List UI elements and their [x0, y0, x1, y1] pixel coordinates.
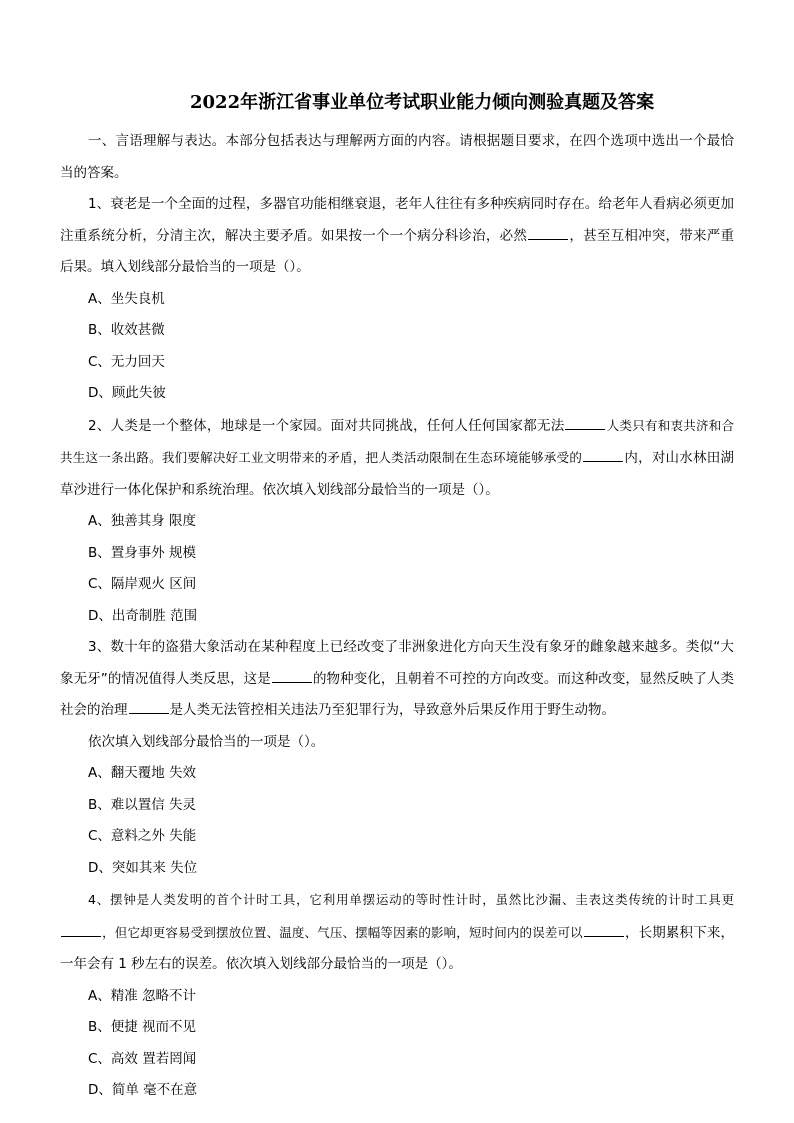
question-4-option-b: B、便捷 视而不见 [88, 1019, 197, 1035]
question-1-option-a: A、坐失良机 [88, 290, 165, 307]
question-3-option-a: A、翻天覆地 失效 [88, 765, 197, 781]
question-2-stem-part2: 人类只有和衷共济和合共生这一条出路。我们要解决好工业文明带来的矛盾，把人类活动限制在生态环境能够承受的 [60, 417, 734, 465]
question-2-option-a: A、独善其身 限度 [88, 513, 197, 529]
fill-blank [129, 699, 169, 714]
question-3-option-b: B、难以置信 失灵 [88, 796, 197, 813]
question-4-option-c: C、高效 置若罔闻 [88, 1050, 197, 1067]
question-2-stem-part3: 内，对山水林田湖草沙进行一体化保护和系统治理。依次填入划线部分最恰当的一项是（）。 [60, 450, 734, 498]
question-2-option-b: B、置身事外 规模 [88, 544, 197, 561]
question-4-option-d: D、简单 毫不在意 [88, 1082, 198, 1098]
question-3-stem [60, 632, 734, 727]
question-3-option-c: C、意料之外 失能 [88, 828, 197, 844]
question-1-stem-part2: ，甚至互相冲突，带来严重后果。填入划线部分最恰当的一项是（）。 [60, 227, 735, 275]
question-1 [60, 189, 734, 410]
question-2-option-d: D、出奇制胜 范围 [88, 607, 198, 624]
section-intro: 一、言语理解与表达。本部分包括表达与理解两方面的内容。请根据题目要求，在四个选项中选出一个最恰当的答案。 [60, 133, 734, 181]
question-3-option-d: D、突如其来 失位 [88, 859, 198, 876]
fill-blank [272, 668, 312, 683]
question-2 [60, 410, 734, 633]
question-3-instruction: 依次填入划线部分最恰当的一项是（）。 [88, 733, 325, 750]
question-2-option-c: C、隔岸观火 区间 [88, 576, 197, 592]
question-3-stem-part1: 3、数十年的盗猎大象活动在某种程度上已经改变了非洲象进化方向天生没有象牙的雌象越来越多。类似“大象无牙”的情况值得人类反思，这是 [60, 639, 734, 687]
fill-blank [61, 922, 101, 937]
question-4-option-a: A、精准 忽略不计 [88, 987, 197, 1004]
question-2-stem [60, 410, 734, 507]
document-title: 2022年浙江省事业单位考试职业能力倾向测验真题及答案 [190, 92, 655, 113]
question-4 [60, 884, 734, 1107]
question-4-stem-part1: 4、摆钟是人类发明的首个计时工具，它利用单摆运动的等时性计时，虽然比沙漏、圭表这类传统的计时工具更 [88, 892, 734, 907]
fill-blank [583, 447, 623, 462]
fill-blank [565, 415, 605, 430]
question-4-stem-part3: ，长期累积下来，一年会有 1 秒左右的误差。依次填入划线部分最恰当的一项是（）。 [60, 924, 734, 972]
question-3 [60, 632, 734, 884]
question-1-option-c: C、无力回天 [88, 353, 165, 370]
question-1-stem [60, 189, 734, 284]
question-4-stem [60, 884, 734, 981]
question-3-stem-part2: 的物种变化，且朝着不可控的方向改变。而这种改变，显然反映了人类社会的治理 [60, 670, 734, 718]
question-1-option-d: D、顾此失彼 [88, 385, 166, 401]
fill-blank [584, 922, 624, 937]
question-3-stem-part3: 是人类无法管控相关违法乃至犯罪行为，导致意外后果反作用于野生动物。 [169, 702, 615, 718]
question-1-stem-part1: 1、衰老是一个全面的过程，多器官功能相继衰退，老年人往往有多种疾病同时存在。给老年人看病必须更加注重系统分析，分清主次，解决主要矛盾。如果按一个一个病分科诊治，必然 [60, 196, 734, 244]
question-1-option-b: B、收效甚微 [88, 322, 165, 338]
question-2-stem-part1: 2、人类是一个整体，地球是一个家园。面对共同挑战，任何人任何国家都无法 [88, 417, 565, 434]
question-4-stem-part2: ，但它却更容易受到摆放位置、温度、气压、摆幅等因素的影响，短时间内的误差可以 [102, 924, 583, 940]
fill-blank [528, 225, 568, 240]
